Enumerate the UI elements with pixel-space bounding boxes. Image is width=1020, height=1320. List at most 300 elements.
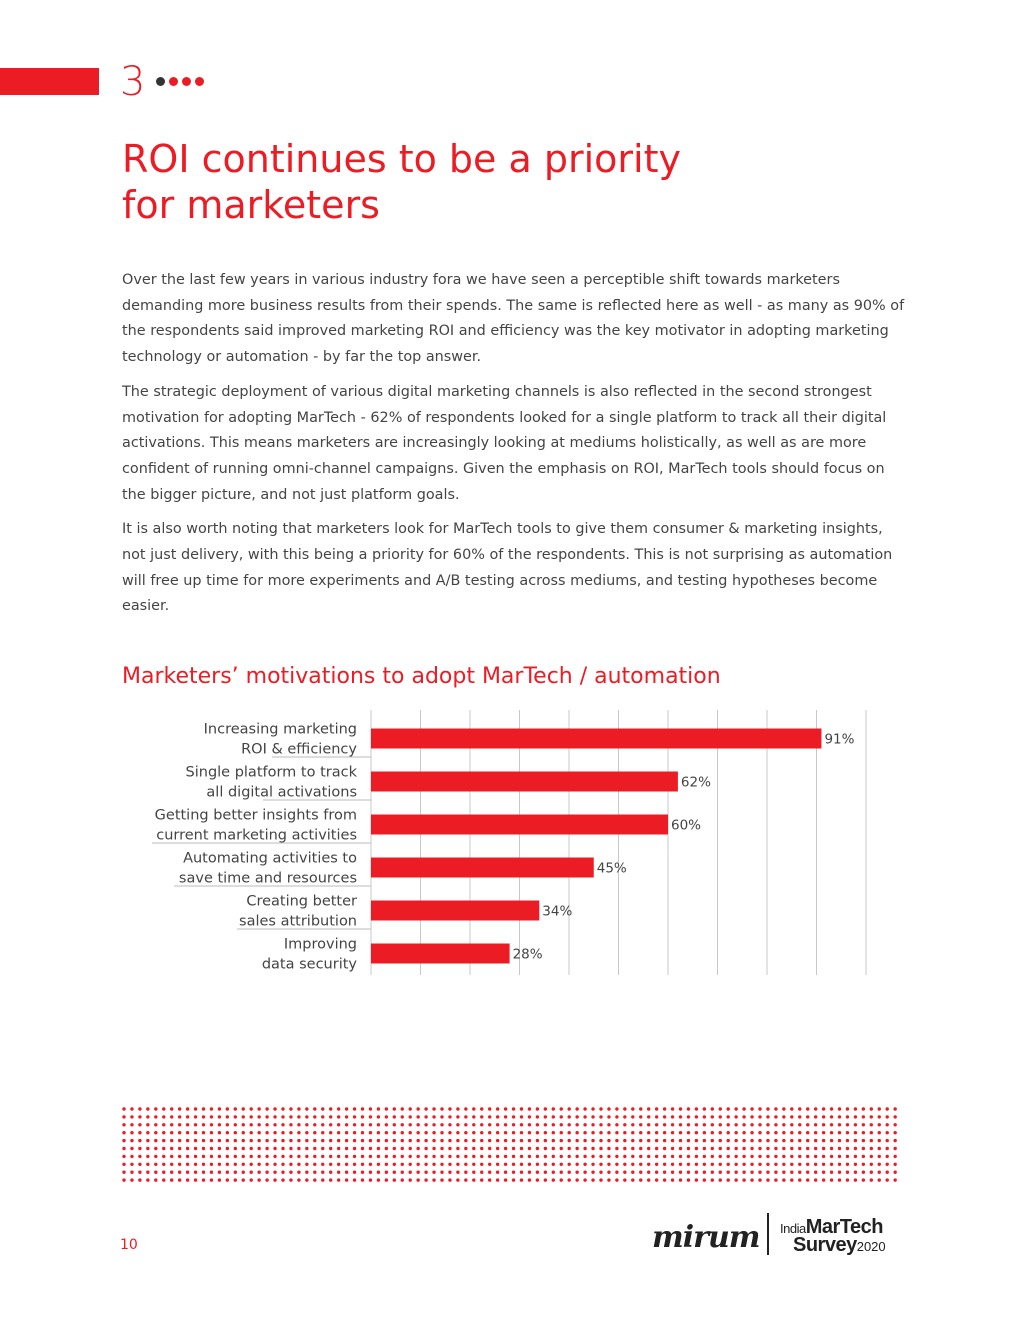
pattern-dot: [170, 1139, 173, 1142]
pattern-dot: [154, 1131, 157, 1134]
pattern-dot: [265, 1123, 268, 1126]
pattern-dot: [337, 1131, 340, 1134]
pattern-dot: [504, 1171, 507, 1174]
pattern-dot: [401, 1171, 404, 1174]
pattern-dot: [456, 1131, 459, 1134]
pattern-dot: [250, 1139, 253, 1142]
pattern-dot: [727, 1131, 730, 1134]
pattern-dot: [440, 1147, 443, 1150]
pattern-dot: [647, 1131, 650, 1134]
pattern-dot: [337, 1163, 340, 1166]
pattern-dot: [639, 1115, 642, 1118]
pattern-dot: [242, 1147, 245, 1150]
pattern-dot: [210, 1163, 213, 1166]
pattern-dot: [679, 1115, 682, 1118]
pattern-dot: [488, 1147, 491, 1150]
pattern-dot: [440, 1139, 443, 1142]
pattern-dot: [440, 1178, 443, 1181]
pattern-dot: [663, 1115, 666, 1118]
category-label-line: sales attribution: [239, 913, 357, 930]
pattern-dot: [758, 1139, 761, 1142]
pattern-dot: [631, 1147, 634, 1150]
pattern-dot: [369, 1147, 372, 1150]
pattern-dot: [321, 1147, 324, 1150]
pattern-dot: [878, 1139, 881, 1142]
category-label-line: data security: [261, 956, 357, 973]
pattern-dot: [480, 1147, 483, 1150]
pattern-dot: [822, 1139, 825, 1142]
pattern-dot: [242, 1131, 245, 1134]
pattern-dot: [830, 1107, 833, 1110]
pattern-dot: [409, 1147, 412, 1150]
pattern-dot: [385, 1171, 388, 1174]
pattern-dot: [878, 1155, 881, 1158]
pattern-dot: [226, 1123, 229, 1126]
pattern-dot: [409, 1107, 412, 1110]
pattern-dot: [130, 1115, 133, 1118]
pattern-dot: [878, 1147, 881, 1150]
pattern-dot: [146, 1131, 149, 1134]
pattern-dot: [583, 1147, 586, 1150]
pattern-dot: [154, 1147, 157, 1150]
pattern-dot: [202, 1131, 205, 1134]
pattern-dot: [512, 1123, 515, 1126]
pattern-dot: [257, 1107, 260, 1110]
decorative-dot-pattern: [122, 1107, 900, 1183]
pattern-dot: [472, 1107, 475, 1110]
pattern-dot: [568, 1147, 571, 1150]
pattern-dot: [353, 1123, 356, 1126]
pattern-dot: [591, 1147, 594, 1150]
pattern-dot: [210, 1147, 213, 1150]
pattern-dot: [647, 1147, 650, 1150]
pattern-dot: [878, 1178, 881, 1181]
pattern-dot: [250, 1147, 253, 1150]
pattern-dot: [353, 1155, 356, 1158]
pattern-dot: [703, 1123, 706, 1126]
pattern-dot: [170, 1171, 173, 1174]
pattern-dot: [727, 1178, 730, 1181]
pattern-dot: [663, 1131, 666, 1134]
pattern-dot: [496, 1139, 499, 1142]
pattern-dot: [790, 1163, 793, 1166]
pattern-dot: [464, 1147, 467, 1150]
pattern-dot: [687, 1163, 690, 1166]
pattern-dot: [528, 1171, 531, 1174]
pattern-dot: [265, 1163, 268, 1166]
value-label: 60%: [671, 817, 702, 834]
pattern-dot: [552, 1171, 555, 1174]
pattern-dot: [218, 1171, 221, 1174]
pattern-dot: [289, 1163, 292, 1166]
pattern-dot: [448, 1115, 451, 1118]
pattern-dot: [353, 1139, 356, 1142]
pattern-dot: [369, 1107, 372, 1110]
pattern-dot: [766, 1155, 769, 1158]
pattern-dot: [385, 1178, 388, 1181]
pattern-dot: [814, 1171, 817, 1174]
pattern-dot: [631, 1139, 634, 1142]
pattern-dot: [305, 1131, 308, 1134]
pattern-dot: [186, 1163, 189, 1166]
pattern-dot: [862, 1155, 865, 1158]
pattern-dot: [472, 1155, 475, 1158]
pattern-dot: [830, 1178, 833, 1181]
pattern-dot: [893, 1131, 896, 1134]
pattern-dot: [790, 1171, 793, 1174]
pattern-dot: [854, 1131, 857, 1134]
pattern-dot: [878, 1115, 881, 1118]
pattern-dot: [711, 1178, 714, 1181]
pattern-dot: [631, 1123, 634, 1126]
pattern-dot: [480, 1139, 483, 1142]
pattern-dot: [647, 1178, 650, 1181]
pattern-dot: [202, 1139, 205, 1142]
category-label-line: Single platform to track: [185, 764, 357, 781]
pattern-dot: [639, 1107, 642, 1110]
pattern-dot: [194, 1178, 197, 1181]
pattern-dot: [591, 1107, 594, 1110]
pattern-dot: [416, 1139, 419, 1142]
pattern-dot: [838, 1115, 841, 1118]
pattern-dot: [806, 1123, 809, 1126]
pattern-dot: [353, 1178, 356, 1181]
pattern-dot: [782, 1115, 785, 1118]
pattern-dot: [353, 1147, 356, 1150]
pattern-dot: [814, 1163, 817, 1166]
pattern-dot: [671, 1178, 674, 1181]
pattern-dot: [830, 1139, 833, 1142]
pattern-dot: [607, 1155, 610, 1158]
pattern-dot: [750, 1171, 753, 1174]
pattern-dot: [353, 1131, 356, 1134]
pattern-dot: [385, 1139, 388, 1142]
pattern-dot: [734, 1115, 737, 1118]
pattern-dot: [250, 1131, 253, 1134]
pattern-dot: [393, 1155, 396, 1158]
pattern-dot: [774, 1147, 777, 1150]
page-number: 10: [120, 1237, 138, 1253]
pattern-dot: [782, 1139, 785, 1142]
pattern-dot: [385, 1123, 388, 1126]
pattern-dot: [854, 1147, 857, 1150]
pattern-dot: [655, 1178, 658, 1181]
pattern-dot: [329, 1123, 332, 1126]
pattern-dot: [289, 1155, 292, 1158]
pattern-dot: [130, 1171, 133, 1174]
pattern-dot: [234, 1123, 237, 1126]
pattern-dot: [369, 1139, 372, 1142]
pattern-dot: [504, 1131, 507, 1134]
pattern-dot: [750, 1123, 753, 1126]
pattern-dot: [528, 1131, 531, 1134]
pattern-dot: [210, 1178, 213, 1181]
pattern-dot: [711, 1107, 714, 1110]
pattern-dot: [456, 1139, 459, 1142]
pattern-dot: [313, 1147, 316, 1150]
pattern-dot: [170, 1155, 173, 1158]
pattern-dot: [575, 1131, 578, 1134]
logo-survey-text: Survey: [793, 1234, 857, 1256]
pattern-dot: [146, 1155, 149, 1158]
pattern-dot: [401, 1123, 404, 1126]
pattern-dot: [194, 1171, 197, 1174]
pattern-dot: [838, 1178, 841, 1181]
pattern-dot: [512, 1163, 515, 1166]
pattern-dot: [305, 1139, 308, 1142]
pattern-dot: [480, 1123, 483, 1126]
pattern-dot: [822, 1123, 825, 1126]
pattern-dot: [345, 1178, 348, 1181]
pattern-dot: [766, 1131, 769, 1134]
pattern-dot: [281, 1107, 284, 1110]
pattern-dot: [480, 1155, 483, 1158]
pattern-dot: [265, 1171, 268, 1174]
pattern-dot: [353, 1107, 356, 1110]
pattern-dot: [409, 1155, 412, 1158]
pattern-dot: [798, 1107, 801, 1110]
pattern-dot: [591, 1163, 594, 1166]
pattern-dot: [552, 1155, 555, 1158]
pattern-dot: [218, 1147, 221, 1150]
pattern-dot: [671, 1115, 674, 1118]
pattern-dot: [560, 1163, 563, 1166]
pattern-dot: [416, 1123, 419, 1126]
pattern-dot: [893, 1171, 896, 1174]
pattern-dot: [393, 1131, 396, 1134]
pattern-dot: [162, 1131, 165, 1134]
pattern-dot: [623, 1123, 626, 1126]
pattern-dot: [488, 1131, 491, 1134]
pattern-dot: [424, 1139, 427, 1142]
pattern-dot: [520, 1155, 523, 1158]
pattern-dot: [583, 1115, 586, 1118]
category-label-line: all digital activations: [206, 784, 357, 801]
pattern-dot: [480, 1107, 483, 1110]
pattern-dot: [719, 1131, 722, 1134]
pattern-dot: [862, 1163, 865, 1166]
pattern-dot: [289, 1178, 292, 1181]
pattern-dot: [337, 1147, 340, 1150]
pattern-dot: [870, 1155, 873, 1158]
pattern-dot: [893, 1163, 896, 1166]
pattern-dot: [146, 1123, 149, 1126]
pattern-dot: [528, 1178, 531, 1181]
pattern-dot: [655, 1131, 658, 1134]
pattern-dot: [719, 1155, 722, 1158]
pattern-dot: [265, 1139, 268, 1142]
bar: [371, 944, 510, 964]
pattern-dot: [878, 1131, 881, 1134]
pattern-dot: [186, 1123, 189, 1126]
pattern-dot: [782, 1147, 785, 1150]
pattern-dot: [170, 1147, 173, 1150]
pattern-dot: [234, 1139, 237, 1142]
pattern-dot: [456, 1155, 459, 1158]
pattern-dot: [591, 1155, 594, 1158]
pattern-dot: [393, 1178, 396, 1181]
pattern-dot: [568, 1123, 571, 1126]
pattern-dot: [671, 1147, 674, 1150]
pattern-dot: [305, 1155, 308, 1158]
pattern-dot: [480, 1178, 483, 1181]
pattern-dot: [774, 1107, 777, 1110]
pattern-dot: [488, 1155, 491, 1158]
pattern-dot: [186, 1171, 189, 1174]
pattern-dot: [289, 1171, 292, 1174]
pattern-dot: [321, 1163, 324, 1166]
pattern-dot: [734, 1163, 737, 1166]
pattern-dot: [599, 1147, 602, 1150]
pattern-dot: [790, 1147, 793, 1150]
pattern-dot: [639, 1147, 642, 1150]
pattern-dot: [297, 1155, 300, 1158]
pattern-dot: [122, 1171, 125, 1174]
pattern-dot: [273, 1139, 276, 1142]
pattern-dot: [496, 1123, 499, 1126]
pattern-dot: [250, 1178, 253, 1181]
pattern-dot: [639, 1139, 642, 1142]
pattern-dot: [893, 1147, 896, 1150]
pattern-dot: [154, 1163, 157, 1166]
value-label: 45%: [596, 860, 627, 877]
pattern-dot: [599, 1171, 602, 1174]
pattern-dot: [607, 1178, 610, 1181]
pattern-dot: [154, 1115, 157, 1118]
pattern-dot: [385, 1147, 388, 1150]
pattern-dot: [281, 1131, 284, 1134]
pattern-dot: [170, 1178, 173, 1181]
pattern-dot: [599, 1123, 602, 1126]
pattern-dot: [432, 1163, 435, 1166]
pattern-dot: [750, 1131, 753, 1134]
pattern-dot: [679, 1139, 682, 1142]
pattern-dot: [719, 1163, 722, 1166]
pattern-dot: [782, 1107, 785, 1110]
pattern-dot: [464, 1131, 467, 1134]
pattern-dot: [599, 1107, 602, 1110]
pattern-dot: [583, 1155, 586, 1158]
pattern-dot: [639, 1123, 642, 1126]
pattern-dot: [742, 1163, 745, 1166]
pattern-dot: [774, 1163, 777, 1166]
pattern-dot: [583, 1131, 586, 1134]
pattern-dot: [719, 1147, 722, 1150]
pattern-dot: [337, 1178, 340, 1181]
pattern-dot: [560, 1107, 563, 1110]
pattern-dot: [536, 1123, 539, 1126]
pattern-dot: [154, 1155, 157, 1158]
category-label-line: current marketing activities: [156, 827, 357, 844]
pattern-dot: [742, 1147, 745, 1150]
pattern-dot: [615, 1163, 618, 1166]
pattern-dot: [623, 1178, 626, 1181]
pattern-dot: [345, 1155, 348, 1158]
pattern-dot: [257, 1123, 260, 1126]
pattern-dot: [719, 1115, 722, 1118]
pattern-dot: [273, 1171, 276, 1174]
bar: [371, 815, 668, 835]
pattern-dot: [575, 1147, 578, 1150]
pattern-dot: [544, 1123, 547, 1126]
pattern-dot: [313, 1123, 316, 1126]
pattern-dot: [727, 1171, 730, 1174]
pattern-dot: [544, 1155, 547, 1158]
pattern-dot: [687, 1178, 690, 1181]
pattern-dot: [575, 1107, 578, 1110]
pattern-dot: [385, 1155, 388, 1158]
pattern-dot: [886, 1139, 889, 1142]
pattern-dot: [281, 1155, 284, 1158]
category-label: [179, 851, 357, 887]
pattern-dot: [289, 1107, 292, 1110]
pattern-dot: [727, 1147, 730, 1150]
pattern-dot: [870, 1163, 873, 1166]
pattern-dot: [560, 1147, 563, 1150]
pattern-dot: [695, 1115, 698, 1118]
pattern-dot: [281, 1171, 284, 1174]
pattern-dot: [273, 1131, 276, 1134]
pattern-dot: [806, 1178, 809, 1181]
pattern-dot: [432, 1178, 435, 1181]
pattern-dot: [424, 1107, 427, 1110]
pattern-dot: [416, 1107, 419, 1110]
bar: [371, 729, 821, 749]
pattern-dot: [202, 1115, 205, 1118]
pattern-dot: [695, 1171, 698, 1174]
pattern-dot: [297, 1147, 300, 1150]
pattern-dot: [615, 1115, 618, 1118]
pattern-dot: [790, 1131, 793, 1134]
pattern-dot: [758, 1131, 761, 1134]
pattern-dot: [242, 1171, 245, 1174]
category-label-line: Improving: [283, 936, 357, 953]
pattern-dot: [607, 1107, 610, 1110]
pattern-dot: [734, 1147, 737, 1150]
pattern-dot: [504, 1107, 507, 1110]
category-label-line: ROI & efficiency: [241, 741, 357, 758]
logo-divider: [767, 1213, 769, 1255]
pattern-dot: [846, 1147, 849, 1150]
pattern-dot: [663, 1123, 666, 1126]
pattern-dot: [194, 1131, 197, 1134]
pattern-dot: [409, 1123, 412, 1126]
category-label: [155, 808, 357, 844]
pattern-dot: [552, 1107, 555, 1110]
pattern-dot: [695, 1178, 698, 1181]
pattern-dot: [122, 1107, 125, 1110]
pattern-dot: [257, 1178, 260, 1181]
pattern-dot: [536, 1115, 539, 1118]
pattern-dot: [878, 1107, 881, 1110]
pattern-dot: [504, 1163, 507, 1166]
pattern-dot: [393, 1147, 396, 1150]
pattern-dot: [886, 1171, 889, 1174]
pattern-dot: [687, 1147, 690, 1150]
pattern-dot: [758, 1171, 761, 1174]
pattern-dot: [488, 1107, 491, 1110]
pattern-dot: [798, 1155, 801, 1158]
pattern-dot: [830, 1163, 833, 1166]
pattern-dot: [583, 1178, 586, 1181]
pattern-dot: [257, 1147, 260, 1150]
pattern-dot: [798, 1163, 801, 1166]
pattern-dot: [846, 1163, 849, 1166]
pattern-dot: [838, 1163, 841, 1166]
pattern-dot: [170, 1123, 173, 1126]
pattern-dot: [568, 1139, 571, 1142]
pattern-dot: [655, 1107, 658, 1110]
